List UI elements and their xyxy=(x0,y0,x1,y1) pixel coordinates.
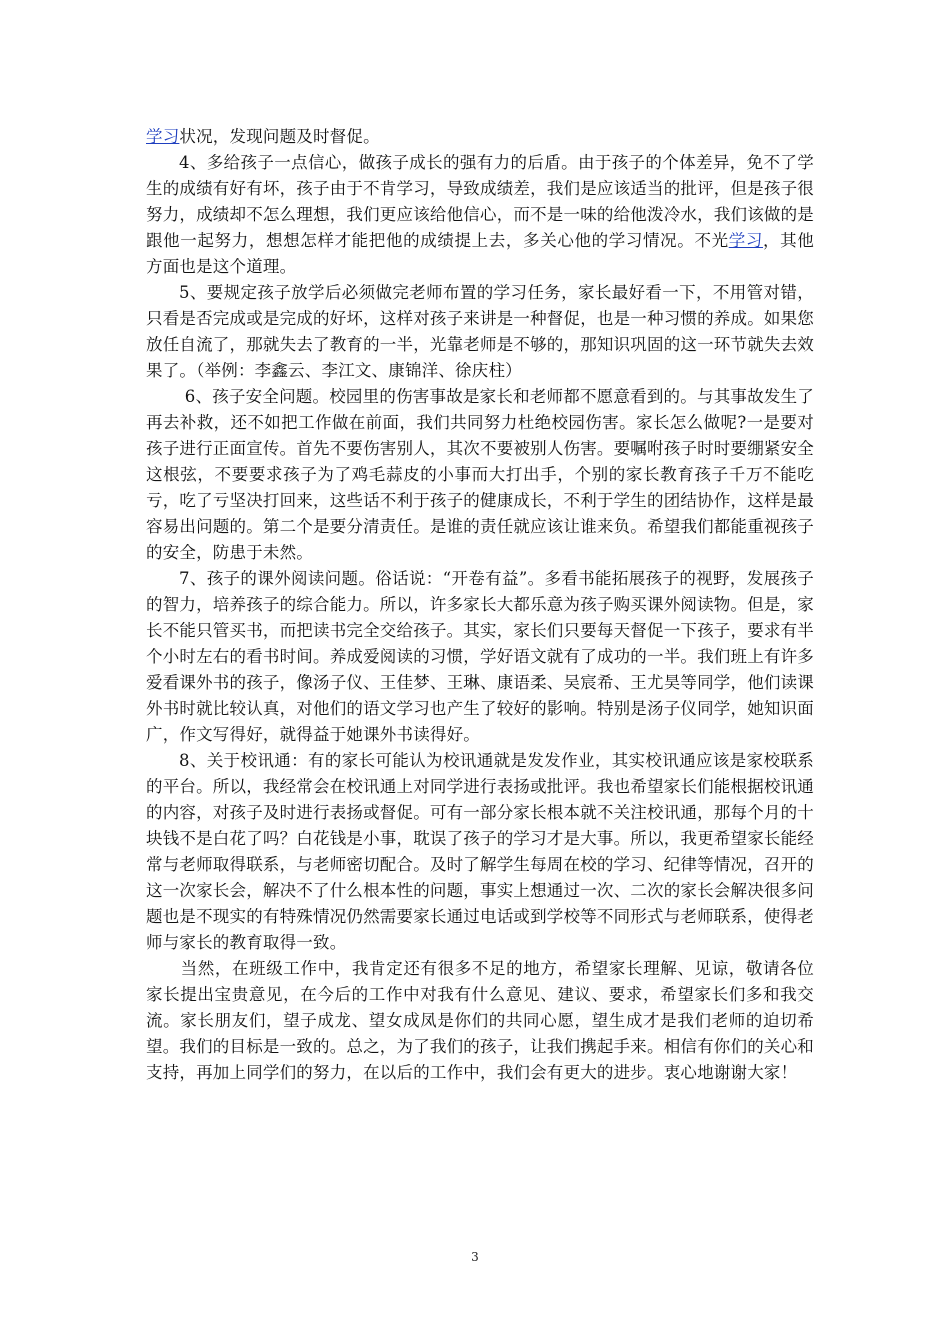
paragraph-7-reading: 7、孩子的课外阅读问题。俗话说：“开卷有益”。多看书能拓展孩子的视野，发展孩子的智力，培养孩子的综合能力。所以，许多家长大都乐意为孩子购买课外阅读物。但是，家长不能只管买书，而把读书完全交给孩子。其实，家长们只要每天督促一下孩子，要求有半个小时左右的看书时间。养成爱阅读的习惯，学好语文就有了成功的一半。我们班上有许多爱看课外书的孩子，像汤子仪、王佳梦、王琳、康语柔、吴宸希、王尤昊等同学，他们读课外书时就比较认真，对他们的语文学习也产生了较好的影响。特别是汤子仪同学，她知识面广，作文写得好，就得益于她课外书读得好。 xyxy=(146,569,814,744)
paragraph-4-confidence xyxy=(146,150,814,280)
paragraph-text: ，其他方面也是这个道理。 xyxy=(146,231,814,276)
paragraph-8-messaging: 8、关于校讯通：有的家长可能认为校讯通就是发发作业，其实校讯通应该是家校联系的平台。所以，我经常会在校讯通上对同学进行表扬或批评。我也希望家长们能根据校讯通的内容，对孩子及时进行表扬或督促。可有一部分家长根本就不关注校讯通，那每个月的十块钱不是白花了吗？白花钱是小事，耽误了孩子的学习才是大事。所以，我更希望家长能经常与老师取得联系，与老师密切配合。及时了解学生每周在校的学习、纪律等情况，召开的这一次家长会，解决不了什么根本性的问题，事实上想通过一次、二次的家长会解决很多问题也是不现实的有特殊情况仍然需要家长通过电话或到学校等不同形式与老师联系，使得老师与家长的教育取得一致。 xyxy=(146,751,814,952)
paragraph-text: 状况，发现问题及时督促。 xyxy=(179,127,380,146)
document-body xyxy=(146,124,814,1086)
study-link[interactable]: 学习 xyxy=(146,127,180,146)
page-number: 3 xyxy=(471,1250,479,1264)
paragraph-6-safety: 6、孩子安全问题。校园里的伤害事故是家长和老师都不愿意看到的。与其事故发生了再去补救，还不如把工作做在前面，我们共同努力杜绝校园伤害。家长怎么做呢?一是要对孩子进行正面宣传。首先不要伤害别人，其次不要被别人伤害。要嘱咐孩子时时要绷紧安全这根弦，不要要求孩子为了鸡毛蒜皮的小事而大打出手，个别的家长教育孩子千万不能吃亏，吃了亏坚决打回来，这些话不利于孩子的健康成长，不利于学生的团结协作，这样是最容易出问题的。第二个是要分清责任。是谁的责任就应该让谁来负。希望我们都能重视孩子的安全，防患于未然。 xyxy=(146,387,814,562)
paragraph-closing: 当然，在班级工作中，我肯定还有很多不足的地方，希望家长理解、见谅，敬请各位家长提出宝贵意见，在今后的工作中对我有什么意见、建议、要求，希望家长们多和我交流。家长朋友们，望子成龙、望女成凤是你们的共同心愿，望生成才是我们老师的迫切希望。我们的目标是一致的。总之，为了我们的孩子，让我们携起手来。相信有你们的关心和支持，再加上同学们的努力，在以后的工作中，我们会有更大的进步。衷心地谢谢大家！ xyxy=(146,959,814,1082)
paragraph-continuation xyxy=(146,124,814,150)
study-link[interactable]: 学习 xyxy=(728,231,763,250)
paragraph-5-homework: 5、要规定孩子放学后必须做完老师布置的学习任务，家长最好看一下，不用管对错，只看是否完成或是完成的好坏，这样对孩子来讲是一种督促，也是一种习惯的养成。如果您放任自流了，那就失去了教育的一半，光靠老师是不够的，那知识巩固的这一环节就失去效果了。（举例：李鑫云、李江文、康锦洋、徐庆柱） xyxy=(146,283,814,380)
paragraph-text: 4、多给孩子一点信心，做孩子成长的强有力的后盾。由于孩子的个体差异，免不了学生的成绩有好有坏，孩子由于不肯学习，导致成绩差，我们是应该适当的批评，但是孩子很努力，成绩却不怎么理想，我们更应该给他信心，而不是一味的给他泼冷水，我们该做的是跟他一起努力，想想怎样才能把他的成绩提上去，多关心他的学习情况。不光 xyxy=(146,153,814,250)
